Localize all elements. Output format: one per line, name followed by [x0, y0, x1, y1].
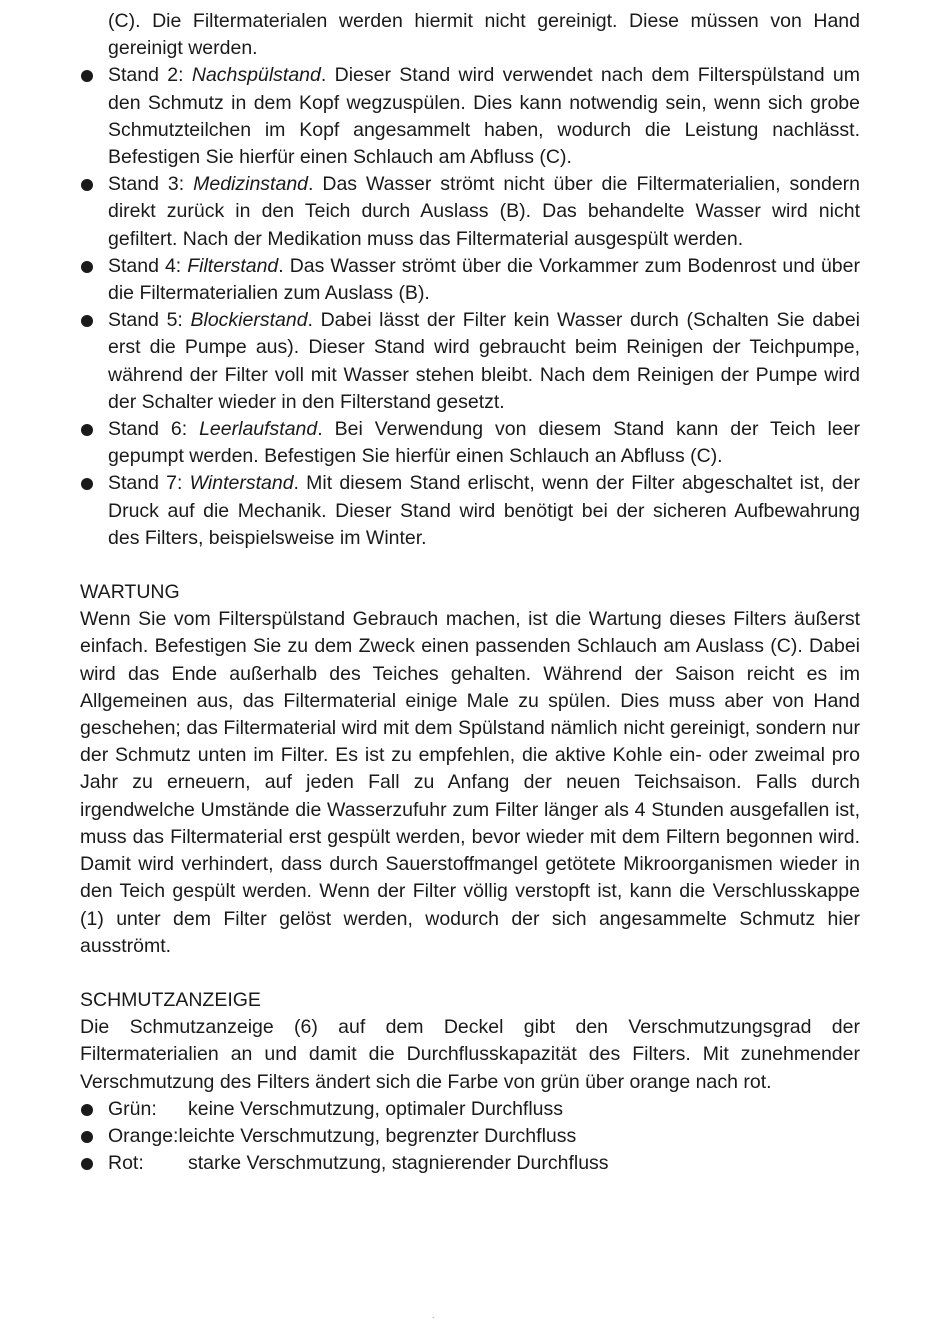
legend-item-gruen	[80, 1096, 860, 1123]
stand-prefix: Stand 6:	[108, 418, 200, 441]
legend-item-rot	[80, 1150, 860, 1177]
stand-item-3	[80, 171, 860, 253]
stand-name: Leerlaufstand	[199, 418, 318, 441]
stand-name: Blockierstand	[190, 309, 308, 332]
legend-item-orange	[80, 1123, 860, 1150]
legend-text: starke Verschmutzung, stagnierender Durchfluss	[188, 1152, 609, 1175]
stand-prefix: Stand 4:	[108, 254, 188, 277]
legend-label: Rot:	[108, 1152, 144, 1175]
document-page	[80, 8, 860, 1177]
stand-item-2	[80, 62, 860, 171]
legend-label: Grün:	[108, 1097, 157, 1120]
stand-prefix: Stand 3:	[108, 173, 194, 196]
stand-text: . Mit diesem Stand erlischt, wenn der Filter abgeschaltet ist, der Druck auf die Mechanik. Dieser Stand wird benötigt bei der sicheren Aufbewahrung des Filters, beispielsweise im Winter.	[108, 472, 860, 549]
stand-item-7	[80, 470, 860, 552]
stand-list	[80, 8, 860, 552]
intro-continuation: (C). Die Filtermaterialen werden hiermit nicht gereinigt. Diese müssen von Hand gereinigt werden.	[108, 10, 860, 60]
stand-item-4	[80, 253, 860, 307]
stand-prefix: Stand 5:	[108, 309, 191, 332]
stand-text: . Dieser Stand wird verwendet nach dem Filterspülstand um den Schmutz in dem Kopf wegzuspülen. Dies kann notwendig sein, wenn sich grobe Schmutzteilchen im Kopf angesammelt haben, wodurch die Leistung nachlässt. Befestigen Sie hierfür einen Schlauch am Abfluss (C).	[108, 64, 861, 169]
stand-text: . Dabei lässt der Filter kein Wasser durch (Schalten Sie dabei erst die Pumpe aus). Dieser Stand wird gebraucht beim Reinigen der Teichpumpe, während der Filter voll mit Wasser stehen bleibt. Nach dem Reinigen der Pumpe wird der Schalter wieder in den Filterstand gesetzt.	[108, 309, 860, 413]
stand-name: Nachspülstand	[191, 64, 321, 87]
stand-prefix: Stand 2:	[108, 64, 192, 87]
stand-prefix: Stand 7:	[108, 472, 190, 495]
schmutzanzeige-body: Die Schmutzanzeige (6) auf dem Deckel gibt den Verschmutzungsgrad der Filtermaterialien an und damit die Durchflusskapazität des Filters. Mit zunehmender Verschmutzung des Filters ändert sich die Farbe von grün über orange nach rot.	[80, 1016, 860, 1093]
page-mark: .	[432, 1310, 435, 1320]
stand-name: Medizinstand	[193, 173, 309, 196]
legend-label: Orange:	[108, 1124, 179, 1147]
spacer	[80, 960, 860, 987]
spacer	[80, 552, 860, 579]
stand-text: . Das Wasser strömt über die Vorkammer zum Bodenrost und über die Filtermaterialien zum Auslass (B).	[108, 254, 860, 305]
stand-item-5	[80, 307, 860, 416]
legend-text: keine Verschmutzung, optimaler Durchfluss	[188, 1097, 564, 1120]
stand-item-6	[80, 416, 860, 470]
stand-name: Filterstand	[187, 254, 279, 277]
schmutzanzeige-heading: SCHMUTZANZEIGE	[80, 988, 261, 1011]
stand-text: . Bei Verwendung von diesem Stand kann der Teich leer gepumpt werden. Befestigen Sie hierfür einen Schlauch an Abfluss (C).	[108, 418, 860, 468]
stand-text: . Das Wasser strömt nicht über die Filtermaterialien, sondern direkt zurück in den Teich durch Auslass (B). Das behandelte Wasser wird nicht gefiltert. Nach der Medikation muss das Filtermaterial ausgespült werden.	[108, 173, 860, 250]
stand-name: Winterstand	[189, 472, 294, 495]
wartung-body: Wenn Sie vom Filterspülstand Gebrauch machen, ist die Wartung dieses Filters äußerst einfach. Befestigen Sie zu dem Zweck einen passenden Schlauch am Auslass (C). Dabei wird das Ende außerhalb des Teiches gehalten. Während der Saison reicht es im Allgemeinen aus, das Filtermaterial einige Male zu spülen. Dies muss aber von Hand geschehen; das Filtermaterial wird mit dem Spülstand nämlich nicht gereinigt, sondern nur der Schmutz unten im Filter. Es ist zu empfehlen, die aktive Kohle ein- oder zweimal pro Jahr zu erneuern, auf jeden Fall zu Anfang der neuen Teichsaison. Falls durch irgendwelche Umstände die Wasserzufuhr zum Filter länger als 4 Stunden ausgefallen ist, muss das Filtermaterial erst gespült werden, bevor wieder mit dem Filtern begonnen wird. Damit wird verhindert, dass durch Sauerstoffmangel getötete Mikroorganismen wieder in den Teich gespült werden. Wenn der Filter völlig verstopft ist, kann die Verschlusskappe (1) unter dem Filter gelöst werden, wodurch der sich angesammelte Schmutz hier ausströmt.	[80, 608, 860, 957]
wartung-heading: WARTUNG	[80, 581, 180, 604]
legend-text: leichte Verschmutzung, begrenzter Durchfluss	[178, 1124, 577, 1147]
